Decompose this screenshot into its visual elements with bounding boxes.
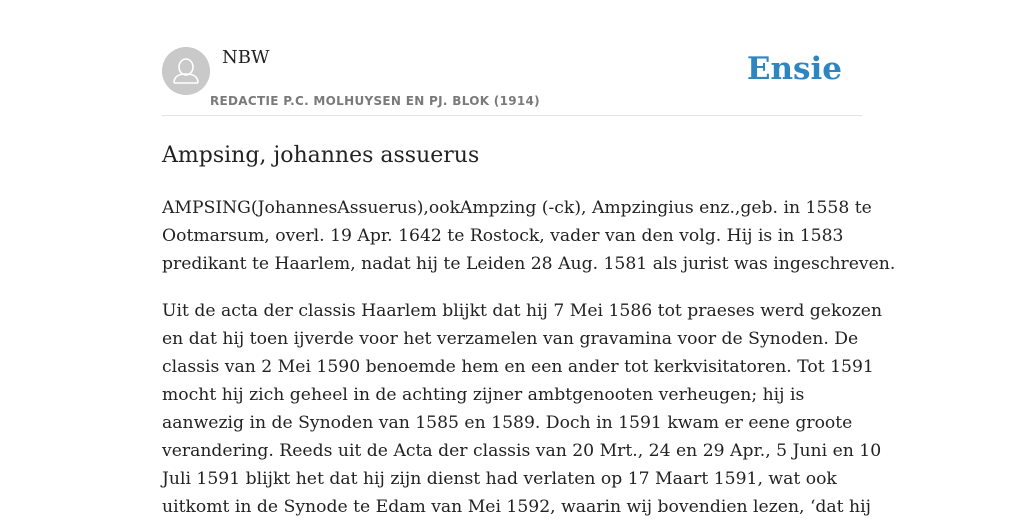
- article-paragraph: [162, 194, 896, 278]
- author-name[interactable]: NBW: [222, 47, 270, 68]
- article-body: [162, 194, 896, 521]
- header: [162, 0, 862, 116]
- page: [162, 0, 896, 521]
- avatar-silhouette-icon: [162, 47, 210, 95]
- paragraph-line: Ootmarsum, overl. 19 Apr. 1642 te Rostock, vader van den volg. Hij is in 1583: [162, 226, 844, 246]
- paragraph-line: uitkomt in de Synode te Edam van Mei 1592, waarin wij bovendien lezen, ‘dat hij: [162, 497, 871, 517]
- paragraph-line: AMPSING(JohannesAssuerus),ookAmpzing (-ck), Ampzingius enz.,geb. in 1558 te: [162, 198, 872, 218]
- author-subtitle: REDACTIE P.C. MOLHUYSEN EN PJ. BLOK (1914): [210, 94, 540, 108]
- paragraph-line: mocht hij zich geheel in de achting zijner ambtgenooten verheugen; hij is: [162, 385, 805, 405]
- article-paragraph: [162, 297, 883, 521]
- paragraph-line: classis van 2 Mei 1590 benoemde hem en een ander tot kerkvisitatoren. Tot 1591: [162, 357, 874, 377]
- paragraph-line: Juli 1591 blijkt het dat hij zijn dienst had verlaten op 17 Maart 1591, wat ook: [162, 469, 837, 489]
- ensie-logo[interactable]: Ensie: [746, 51, 842, 87]
- paragraph-line: aanwezig in de Synoden van 1585 en 1589. Doch in 1591 kwam er eene groote: [162, 413, 853, 433]
- paragraph-line: Uit de acta der classis Haarlem blijkt dat hij 7 Mei 1586 tot praeses werd gekozen: [162, 301, 883, 321]
- paragraph-line: predikant te Haarlem, nadat hij te Leiden 28 Aug. 1581 als jurist was ingeschreven.: [162, 254, 896, 274]
- paragraph-line: verandering. Reeds uit de Acta der classis van 20 Mrt., 24 en 29 Apr., 5 Juni en 10: [162, 441, 882, 461]
- article-title: Ampsing, johannes assuerus: [162, 143, 480, 168]
- user-avatar-icon[interactable]: [162, 47, 210, 95]
- paragraph-line: en dat hij toen ijverde voor het verzamelen van gravamina voor de Synoden. De: [162, 329, 859, 349]
